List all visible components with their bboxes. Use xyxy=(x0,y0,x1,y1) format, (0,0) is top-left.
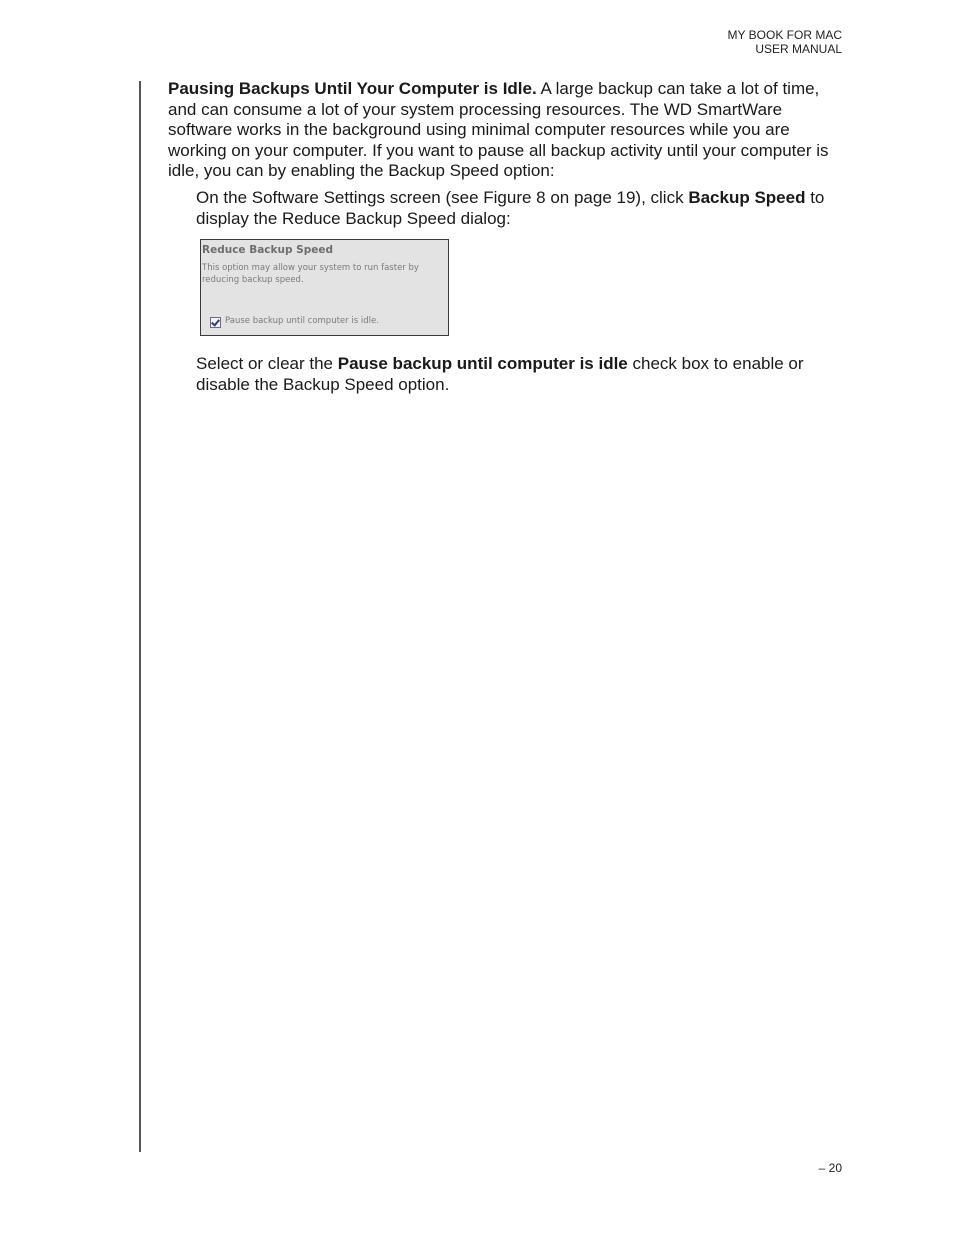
pause-backup-checkbox[interactable] xyxy=(210,317,221,328)
step2-text-pre: Select or clear the xyxy=(196,354,338,373)
step1-text-pre: On the Software Settings screen (see Figure 8 on page 19), click xyxy=(196,188,689,207)
step2-bold: Pause backup until computer is idle xyxy=(337,354,628,373)
step1-text-post: to display the Reduce Backup Speed dialog: xyxy=(196,188,825,228)
section-body: A large backup can take a lot of time, and can consume a lot of your system processing resources. The WD SmartWare software works in the background using minimal computer resources while you are working on your computer. If you want to pause all backup activity until your computer is idle, you can by enabling the Backup Speed option: xyxy=(168,79,829,180)
margin-rule xyxy=(139,81,141,1152)
step1-bold: Backup Speed xyxy=(688,188,806,207)
header-doc-type: USER MANUAL xyxy=(755,42,842,56)
dialog-description: This option may allow your system to run faster by reducing backup speed. xyxy=(202,263,419,285)
step-paragraph-2 xyxy=(196,354,846,395)
section-heading: Pausing Backups Until Your Computer is Idle. xyxy=(168,79,537,98)
header-product: MY BOOK FOR MAC xyxy=(727,28,842,42)
pause-backup-checkbox-label[interactable]: Pause backup until computer is idle. xyxy=(225,316,379,326)
section-paragraph xyxy=(168,79,848,182)
dialog-title: Reduce Backup Speed xyxy=(202,244,333,256)
running-header xyxy=(728,28,842,56)
step2-text-post: check box to enable or disable the Backup Speed option. xyxy=(196,354,804,394)
page-number: – 20 xyxy=(818,1161,842,1175)
step-paragraph-1 xyxy=(196,188,846,229)
reduce-backup-speed-dialog xyxy=(200,239,449,336)
